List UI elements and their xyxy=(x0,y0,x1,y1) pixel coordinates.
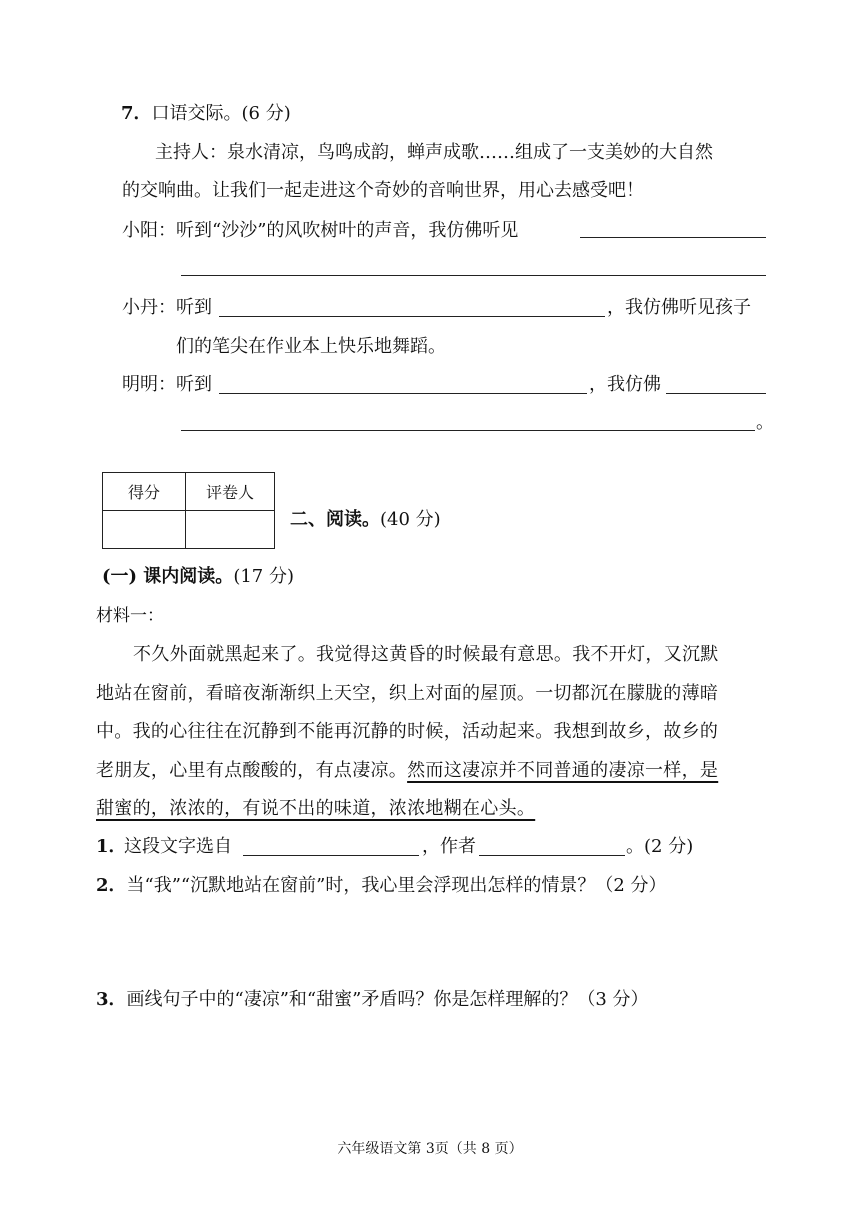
q7-xiaodan-blank[interactable] xyxy=(219,316,605,317)
q7-mingming-end: 。 xyxy=(756,412,774,433)
q2-number: 2． xyxy=(96,875,127,896)
passage-line1: 不久外面就黑起来了。我觉得这黄昏的时候最有意思。我不开灯，又沉默 xyxy=(133,644,719,665)
passage-line4 xyxy=(96,759,718,783)
passage-line4-underlined: 然而这凄凉并不同普通的凄凉一样，是 xyxy=(407,760,719,781)
q2-line xyxy=(96,874,667,898)
q1-num xyxy=(96,835,127,859)
q7-mingming-prefix: 明明：听到 xyxy=(122,374,212,395)
q7-host-line1: 主持人：泉水清凉，鸟鸣成韵，蝉声成歌……组成了一支美妙的大自然 xyxy=(155,142,713,163)
subsection1-title: (一) 课内阅读。 xyxy=(102,566,234,587)
score-cell[interactable] xyxy=(103,511,186,549)
grader-header: 评卷人 xyxy=(186,473,275,511)
q7-xiaodan-suffix: ，我仿佛听见孩子 xyxy=(607,297,751,318)
q1-text-c: 。(2 分) xyxy=(626,836,694,857)
q7-mingming-blank2[interactable] xyxy=(666,393,766,394)
q7-mingming-blank[interactable] xyxy=(219,393,587,394)
q2-text: 当“我”“沉默地站在窗前”时，我心里会浮现出怎样的情景？（2 分） xyxy=(126,875,667,896)
material1-label: 材料一： xyxy=(96,606,164,626)
q7-xiaodan-line2: 们的笔尖在作业本上快乐地舞蹈。 xyxy=(176,336,446,357)
q7-number: 7． xyxy=(121,103,152,124)
score-header: 得分 xyxy=(103,473,186,511)
q7-mingming-blank-line2[interactable] xyxy=(181,430,755,431)
q1-text-a: 这段文字选自 xyxy=(124,836,232,857)
subsection1-points: (17 分) xyxy=(233,566,294,587)
q7-host-line2: 的交响曲。让我们一起走进这个奇妙的音响世界，用心去感受吧！ xyxy=(122,180,644,201)
q7-xiaoyang-text: 小阳：听到“沙沙”的风吹树叶的声音，我仿佛听见 xyxy=(122,220,519,241)
section2-heading xyxy=(290,508,441,532)
grader-cell[interactable] xyxy=(186,511,275,549)
q7-mingming-mid: ，我仿佛 xyxy=(589,374,661,395)
page-footer: 六年级语文第 3页（共 8 页） xyxy=(337,1141,523,1157)
section2-title: 二、阅读。 xyxy=(290,509,380,530)
q1-text-b: ，作者 xyxy=(422,836,476,857)
q7-xiaoyang-blank-line2[interactable] xyxy=(181,275,766,276)
section2-points: (40 分) xyxy=(380,509,441,530)
passage-line4-plain: 老朋友，心里有点酸酸的，有点凄凉。 xyxy=(96,760,408,781)
q3-number: 3． xyxy=(96,989,127,1010)
score-box xyxy=(102,472,275,549)
q1-author-blank[interactable] xyxy=(479,855,625,856)
passage-line5-underlined: 甜蜜的，浓浓的，有说不出的味道，浓浓地糊在心头。 xyxy=(96,798,536,819)
q1-source-blank[interactable] xyxy=(243,855,419,856)
q3-line xyxy=(96,988,649,1012)
q7-xiaoyang-blank[interactable] xyxy=(580,237,766,238)
q3-text: 画线句子中的“凄凉”和“甜蜜”矛盾吗？你是怎样理解的？（3 分） xyxy=(126,989,649,1010)
passage-line3: 中。我的心往往在沉静到不能再沉静的时候，活动起来。我想到故乡，故乡的 xyxy=(96,721,719,742)
passage-line5 xyxy=(96,797,535,821)
q7-heading xyxy=(121,102,291,126)
q1-number: 1． xyxy=(96,836,127,857)
subsection1-heading xyxy=(102,565,294,589)
passage-line2: 地站在窗前，看暗夜渐渐织上天空，织上对面的屋顶。一切都沉在朦胧的薄暗 xyxy=(96,683,719,704)
q7-xiaodan-prefix: 小丹：听到 xyxy=(122,297,212,318)
q7-title: 口语交际。(6 分) xyxy=(151,103,291,124)
